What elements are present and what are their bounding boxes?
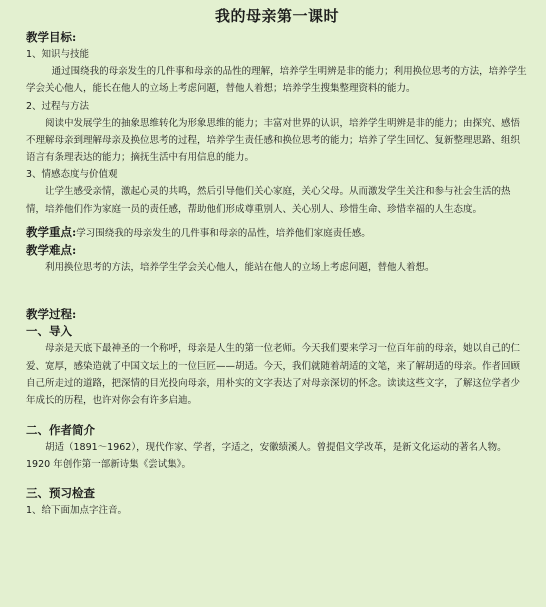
objective-label-process: 2、过程与方法 bbox=[26, 100, 90, 112]
key-point-label: 教学重点: bbox=[26, 225, 77, 240]
section-text-preview: 1、给下面加点字注音。 bbox=[26, 505, 128, 517]
difficulty-label: 教学难点: bbox=[26, 243, 77, 258]
page-title: 我的母亲第一课时 bbox=[214, 7, 339, 25]
key-point bbox=[26, 224, 528, 242]
section-heading-author: 二、作者简介 bbox=[26, 422, 95, 437]
objective-text-attitude: 让学生感受亲情，激起心灵的共鸣，然后引导他们关心家庭，关心父母。从而激发学生关注和参与社会生活的热情，培养他们作为家庭一员的责任感，帮助他们形成尊重别人、关心别人、珍惜生命、珍惜幸福的人生态度。 bbox=[26, 186, 511, 215]
section-text-author: 胡适（1891～1962），现代作家、学者，字适之，安徽绩溪人。曾提倡文学改革，是新文化运动的著名人物。1920 年创作第一部新诗集《尝试集》。 bbox=[26, 441, 507, 470]
section-heading-preview: 三、预习检查 bbox=[26, 486, 95, 501]
objectives-heading: 教学目标: bbox=[26, 30, 77, 44]
section-text-intro: 母亲是天底下最神圣的一个称呼，母亲是人生的第一位老师。今天我们要来学习一位百年前的母亲，她以自己的仁爱、宽厚，感染造就了中国文坛上的一位巨匠——胡适。今天，我们就随着胡适的文笔，来了解胡适的母亲。作者回顾自己所走过的道路，把深情的目光投向母亲，用朴实的文字表达了对母亲深切的怀念。读读这些文字，了解这位学者少年成长的历程，也许对你会有许多启迪。 bbox=[26, 343, 521, 407]
difficulty-text: 利用换位思考的方法，培养学生学会关心他人，能站在他人的立场上考虑问题，替他人着想。 bbox=[45, 262, 435, 274]
process-heading: 教学过程: bbox=[26, 307, 77, 322]
key-point-text: 学习围绕我的母亲发生的几件事和母亲的品性，培养他们家庭责任感。 bbox=[76, 228, 371, 240]
objective-text-knowledge: 通过围绕我的母亲发生的几件事和母亲的品性的理解，培养学生明辨是非的能力；利用换位思考的方法，培养学生学会关心他人，能长在他人的立场上考虑问题，替他人着想；培养学生搜集整理资料的能力。 bbox=[26, 66, 527, 95]
objective-label-attitude: 3、情感态度与价值观 bbox=[26, 169, 118, 181]
objective-label-knowledge: 1、知识与技能 bbox=[26, 49, 90, 60]
section-heading-intro: 一、导入 bbox=[26, 324, 72, 339]
objective-text-process: 阅读中发展学生的抽象思维转化为形象思维的能力；丰富对世界的认识，培养学生明辨是非的能力；由探究、感悟不理解母亲到理解母亲及换位思考的过程，培养学生责任感和换位思考的能力；培养了学生回忆、复新整理思路、组织语言有条理表达的能力；摘抚生活中有用信息的能力。 bbox=[26, 117, 521, 164]
